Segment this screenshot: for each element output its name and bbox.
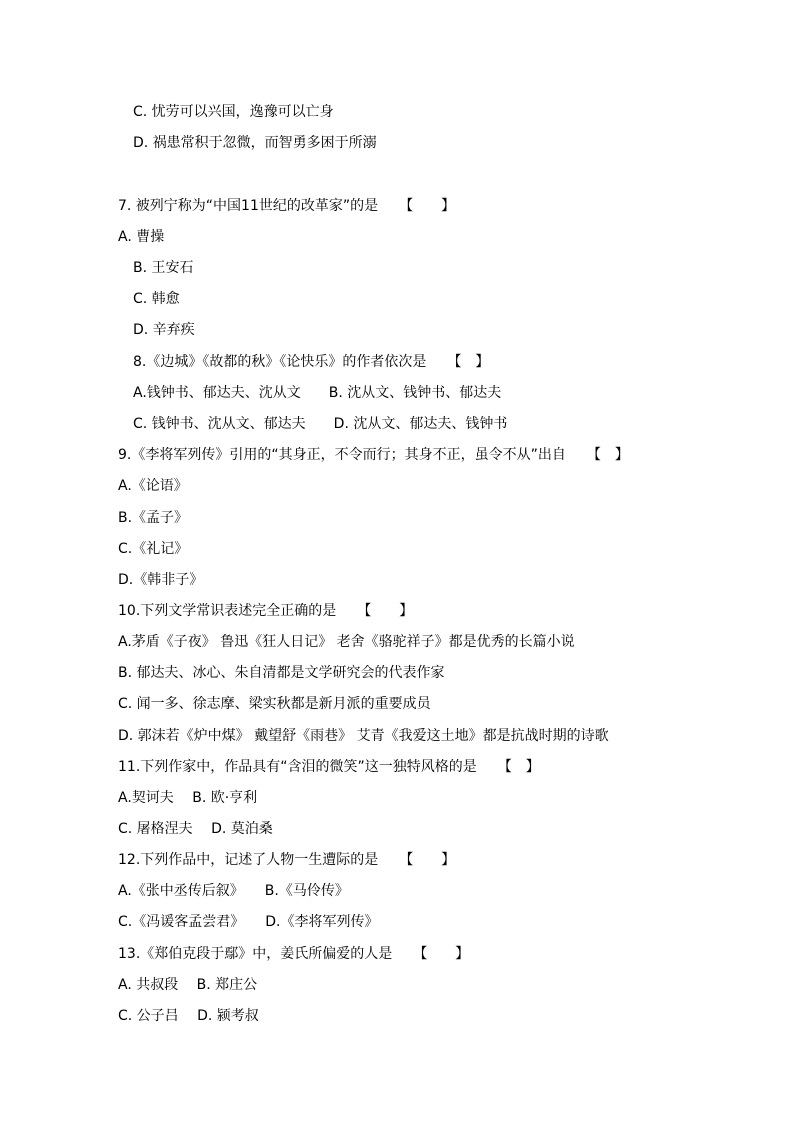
question-7-option-c: C. 韩愈: [133, 291, 180, 307]
question-7-option-b: B. 王安石: [133, 260, 194, 276]
question-12-options-cd: C.《冯谖客孟尝君》 D.《李将军列传》: [118, 914, 379, 930]
question-7-option-a: A. 曹操: [118, 229, 165, 245]
question-10-stem: 10.下列文学常识表述完全正确的是 【 】: [118, 603, 414, 619]
question-9-stem: 9.《李将军列传》引用的“其身正，不令而行；其身不正，虽令不从”出自 【 】: [118, 447, 629, 463]
question-7-stem: 7. 被列宁称为“中国11世纪的改革家”的是 【 】: [118, 198, 456, 214]
question-13-options-ab: A. 共叔段 B. 郑庄公: [118, 977, 258, 993]
question-9-option-d: D.《韩非子》: [118, 572, 204, 588]
question-10-option-c: C. 闻一多、徐志摩、梁实秋都是新月派的重要成员: [118, 696, 431, 712]
question-13-stem: 13.《郑伯克段于鄢》中，姜氏所偏爱的人是 【 】: [118, 946, 470, 962]
question-7-option-d: D. 辛弃疾: [133, 322, 195, 338]
question-10-option-d: D. 郭沫若《炉中煤》 戴望舒《雨巷》 艾青《我爱这土地》都是抗战时期的诗歌: [118, 728, 609, 744]
question-12-stem: 12.下列作品中，记述了人物一生遭际的是 【 】: [118, 852, 456, 868]
question-8-options-cd: C. 钱钟书、沈从文、郁达夫 D. 沈从文、郁达夫、钱钟书: [133, 416, 508, 432]
question-8-options-ab: A.钱钟书、郁达夫、沈从文 B. 沈从文、钱钟书、郁达夫: [133, 385, 502, 401]
question-6-option-d: D. 祸患常积于忽微，而智勇多困于所溺: [133, 135, 377, 151]
question-11-options-ab: A.契诃夫 B. 欧·亨利: [118, 790, 258, 806]
question-10-option-a: A.茅盾《子夜》 鲁迅《狂人日记》 老舍《骆驼祥子》都是优秀的长篇小说: [118, 634, 575, 650]
question-10-option-b: B. 郁达夫、冰心、朱自清都是文学研究会的代表作家: [118, 665, 445, 681]
question-9-option-c: C.《礼记》: [118, 541, 189, 557]
question-13-options-cd: C. 公子吕 D. 颍考叔: [118, 1008, 259, 1024]
question-8-stem: 8.《边城》《故都的秋》《论快乐》的作者依次是 【 】: [133, 354, 490, 370]
question-12-options-ab: A.《张中丞传后叙》 B.《马伶传》: [118, 883, 349, 899]
question-9-option-a: A.《论语》: [118, 478, 188, 494]
question-11-stem: 11.下列作家中，作品具有“含泪的微笑”这一独特风格的是 【 】: [118, 759, 540, 775]
question-11-options-cd: C. 屠格涅夫 D. 莫泊桑: [118, 821, 273, 837]
question-6-option-c: C. 忧劳可以兴国，逸豫可以亡身: [133, 104, 334, 120]
question-9-option-b: B.《孟子》: [118, 510, 189, 526]
